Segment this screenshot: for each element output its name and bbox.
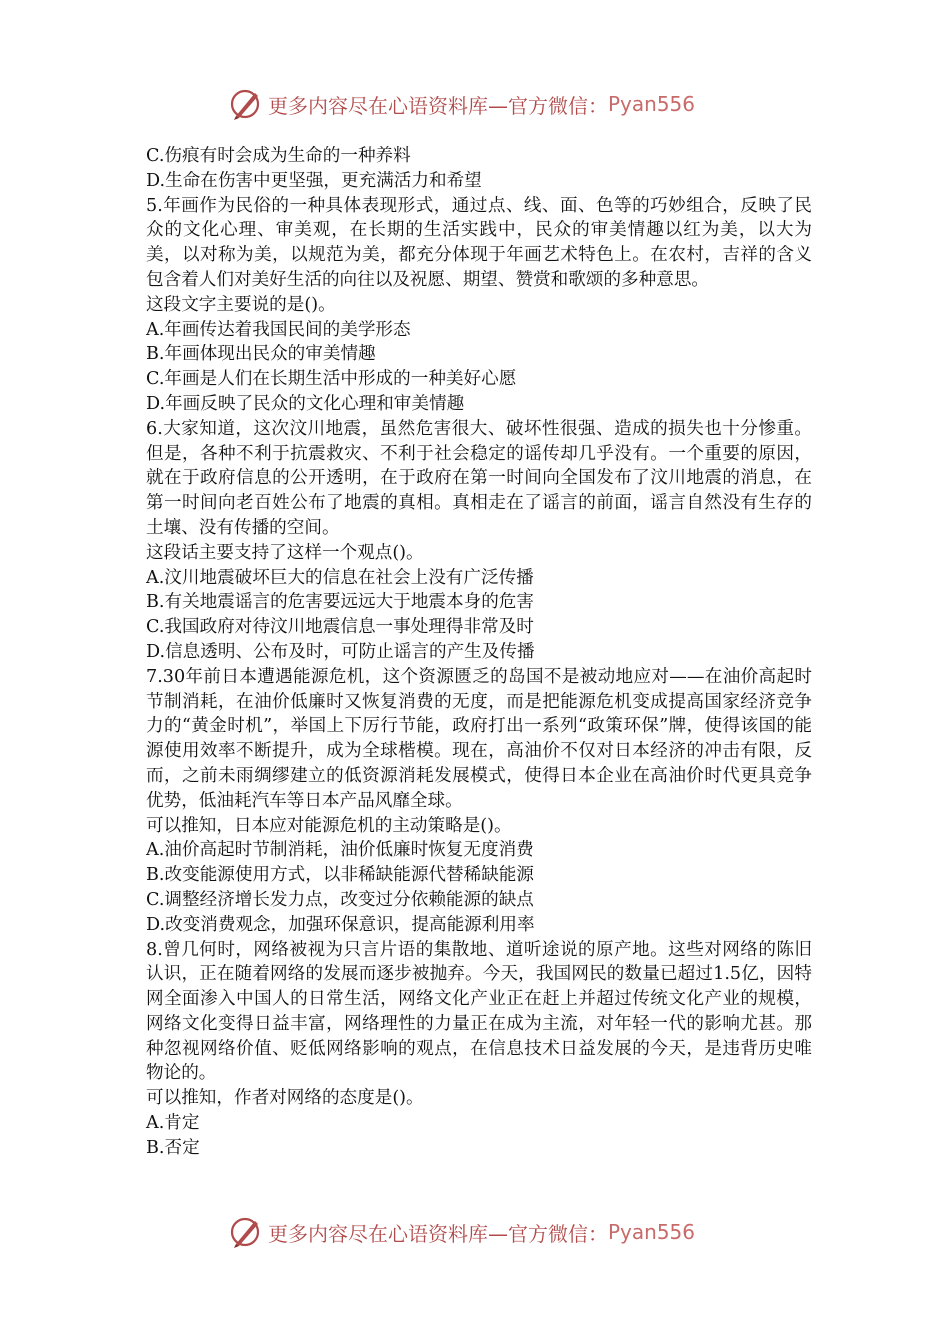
banner-text: 更多内容尽在心语资料库—官方微信： xyxy=(268,1221,608,1246)
text-line: 可以推知，作者对网络的态度是()。 xyxy=(146,1088,424,1109)
text-line: A.年画传达着我国民间的美学形态 xyxy=(146,319,411,340)
text-line: A.汶川地震破坏巨大的信息在社会上没有广泛传播 xyxy=(146,567,534,588)
document-body xyxy=(146,144,812,1161)
text-line: 可以推知，日本应对能源危机的主动策略是()。 xyxy=(146,815,512,836)
text-line: C.我国政府对待汶川地震信息一事处理得非常及时 xyxy=(146,617,534,638)
banner-text: 更多内容尽在心语资料库—官方微信： xyxy=(268,93,608,118)
wechat-id: Pyan556 xyxy=(608,1220,696,1244)
text-line: 这段文字主要说的是()。 xyxy=(146,294,336,315)
text-line: A.肯定 xyxy=(146,1113,200,1134)
text-line: 7.30年前日本遭遇能源危机，这个资源匮乏的岛国不是被动地应对——在油价高起时节制消耗，在油价低廉时又恢复消费的无度，而是把能源危机变成提高国家经济竞争力的“黄金时机”，举国上下厉行节能，政府打出一系列“政策环保”牌，使得该国的能源使用效率不断提升，成为全球楷模。现在，高油价不仅对日本经济的冲击有限，反而，之前未雨绸缪建立的低资源消耗发展模式，使得日本企业在高油价时代更具竞争优势，低油耗汽车等日本产品风靡全球。 xyxy=(146,666,812,811)
text-line: 5.年画作为民俗的一种具体表现形式，通过点、线、面、色等的巧妙组合，反映了民众的文化心理、审美观，在长期的生活实践中，民众的审美情趣以红为美，以大为美，以对称为美，以规范为美，都充分体现于年画艺术特色上。在农村，吉祥的含义包含着人们对美好生活的向往以及祝愿、期望、赞赏和歌颂的多种意思。 xyxy=(146,195,812,290)
text-line: D.年画反映了民众的文化心理和审美情趣 xyxy=(146,393,465,414)
text-line: C.调整经济增长发力点，改变过分依赖能源的缺点 xyxy=(146,889,534,910)
pen-logo-icon xyxy=(228,86,264,122)
text-line: B.年画体现出民众的审美情趣 xyxy=(146,344,376,365)
text-line: B.否定 xyxy=(146,1137,200,1158)
text-line: C.年画是人们在长期生活中形成的一种美好心愿 xyxy=(146,369,517,390)
text-line: 6.大家知道，这次汶川地震，虽然危害很大、破坏性很强、造成的损失也十分惨重。但是，各种不利于抗震救灾、不利于社会稳定的谣传却几乎没有。一个重要的原因，就在于政府信息的公开透明，在于政府在第一时间向全国发布了汶川地震的消息，在第一时间向老百姓公布了地震的真相。真相走在了谣言的前面，谣言自然没有生存的土壤、没有传播的空间。 xyxy=(146,418,812,538)
text-line: 这段话主要支持了这样一个观点()。 xyxy=(146,542,424,563)
text-line: 8.曾几何时，网络被视为只言片语的集散地、道听途说的原产地。这些对网络的陈旧认识，正在随着网络的发展而逐步被抛弃。今天，我国网民的数量已超过1.5亿，因特网全面渗入中国人的日常生活，网络文化产业正在赶上并超过传统文化产业的规模，网络文化变得日益丰富，网络理性的力量正在成为主流，对年轻一代的影响尤甚。那种忽视网络价值、贬低网络影响的观点，在信息技术日益发展的今天，是违背历史唯物论的。 xyxy=(146,939,812,1084)
text-line: B.改变能源使用方式，以非稀缺能源代替稀缺能源 xyxy=(146,865,534,886)
text-line: D.信息透明、公布及时，可防止谣言的产生及传播 xyxy=(146,641,535,662)
text-line: B.有关地震谣言的危害要远远大于地震本身的危害 xyxy=(146,592,534,613)
wechat-id: Pyan556 xyxy=(608,92,696,116)
text-line: C.伤痕有时会成为生命的一种养料 xyxy=(146,146,411,166)
text-line: D.改变消费观念，加强环保意识，提高能源利用率 xyxy=(146,914,535,935)
text-line: A.油价高起时节制消耗，油价低廉时恢复无度消费 xyxy=(146,840,534,861)
pen-logo-icon xyxy=(228,1214,264,1250)
header-watermark-banner xyxy=(228,84,748,124)
text-line: D.生命在伤害中更坚强，更充满活力和希望 xyxy=(146,170,482,191)
footer-watermark-banner xyxy=(228,1212,748,1252)
